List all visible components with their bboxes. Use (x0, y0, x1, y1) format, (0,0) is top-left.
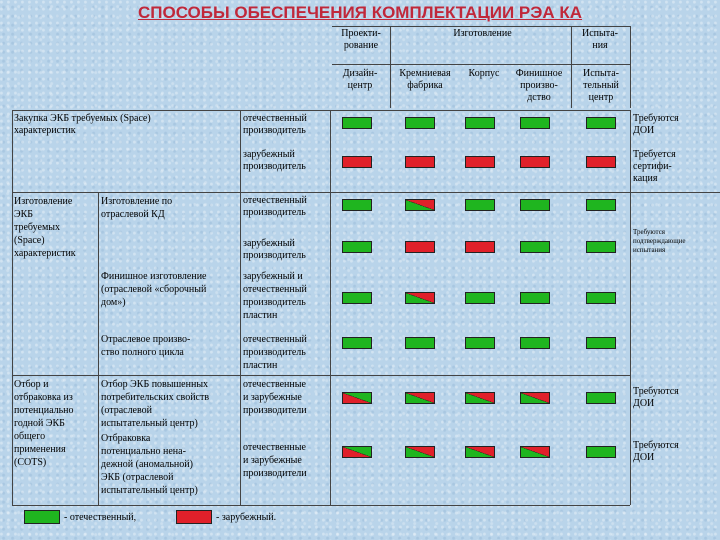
left-border (12, 110, 13, 505)
col-fab: Кремниевая фабрика (399, 68, 451, 91)
cell-culling-finishing (520, 446, 550, 458)
cell-purchase-foreign-design-center (342, 156, 372, 168)
method-culling: Отбраковка потенциально нена- дежной (аномальной) ЭКБ (отраслевой испытательный центр) (101, 433, 198, 496)
cell-kd-foreign-test-center (586, 241, 616, 253)
cell-purchase-foreign-package (465, 156, 495, 168)
requirements-divider (630, 110, 631, 505)
header-divider-2 (571, 26, 572, 108)
cell-kd-domestic-design-center (342, 199, 372, 211)
header-divider-3 (630, 26, 631, 108)
cell-full-cycle-fab (405, 337, 435, 349)
cell-culling-design-center (342, 446, 372, 458)
cell-kd-domestic-fab (405, 199, 435, 211)
cell-kd-foreign-design-center (342, 241, 372, 253)
cell-purchase-foreign-test-center (586, 156, 616, 168)
legend-foreign-swatch (176, 510, 212, 524)
method-industry-kd: Изготовление по отраслевой КД (101, 196, 173, 220)
block-purchase: Закупка ЭКБ требуемых (Space) характеристик (14, 113, 151, 136)
header-divider-1 (390, 26, 391, 108)
requirement-2: Требуется сертифи- кация (633, 149, 676, 184)
cell-purchase-foreign-fab (405, 156, 435, 168)
requirement-3: Требуются подтверждающие испытания (633, 228, 686, 254)
cell-kd-foreign-fab (405, 241, 435, 253)
cell-assembly-fab (405, 292, 435, 304)
producer-4: зарубежный производитель (243, 238, 306, 261)
producer-8: отечественные и зарубежные производители (243, 442, 307, 479)
cell-purchase-domestic-test-center (586, 117, 616, 129)
requirement-1: Требуются ДОИ (633, 113, 679, 136)
cell-full-cycle-finishing (520, 337, 550, 349)
cell-purchase-domestic-package (465, 117, 495, 129)
cell-enhanced-selection-design-center (342, 392, 372, 404)
cells-divider (330, 110, 331, 505)
stage-testing: Испыта- ния (582, 28, 618, 51)
cell-enhanced-selection-test-center (586, 392, 616, 404)
stage-manufacturing: Изготовление (453, 28, 512, 39)
cell-assembly-finishing (520, 292, 550, 304)
stage-design: Проекти- рование (341, 28, 381, 51)
producer-1: отечественный производитель (243, 113, 307, 136)
header-mid-line (332, 64, 630, 65)
legend-domestic-label: - отечественный, (64, 512, 137, 523)
cell-purchase-domestic-design-center (342, 117, 372, 129)
page-title: СПОСОБЫ ОБЕСПЕЧЕНИЯ КОМПЛЕКТАЦИИ РЭА КА (137, 3, 583, 22)
cell-kd-domestic-test-center (586, 199, 616, 211)
producer-6: отечественный производитель пластин (243, 334, 307, 371)
cell-assembly-test-center (586, 292, 616, 304)
row-line-4 (12, 505, 630, 506)
cell-enhanced-selection-package (465, 392, 495, 404)
method-assembly-house: Финишное изготовление (отраслевой «сборочный дом») (101, 271, 207, 308)
cell-kd-domestic-package (465, 199, 495, 211)
cell-kd-foreign-finishing (520, 241, 550, 253)
cell-kd-foreign-package (465, 241, 495, 253)
cell-culling-package (465, 446, 495, 458)
method-full-cycle: Отраслевое произво- ство полного цикла (101, 334, 191, 358)
row-line-1 (12, 110, 630, 111)
block-manufacture: Изготовление ЭКБ требуемых (Space) характеристик (14, 196, 76, 259)
header-top-line (332, 26, 630, 27)
cell-full-cycle-package (465, 337, 495, 349)
cell-purchase-domestic-fab (405, 117, 435, 129)
col-test-center: Испыта- тельный центр (583, 68, 619, 103)
cell-culling-test-center (586, 446, 616, 458)
producer-3: отечественный производитель (243, 195, 307, 218)
legend-foreign-label: - зарубежный. (216, 512, 277, 523)
cell-purchase-domestic-finishing (520, 117, 550, 129)
cell-full-cycle-test-center (586, 337, 616, 349)
row-line-3 (12, 375, 630, 376)
method-divider (98, 192, 99, 505)
requirement-4: Требуются ДОИ (633, 386, 679, 409)
col-finishing: Финишное произво- дство (515, 68, 563, 103)
method-enhanced-selection: Отбор ЭКБ повышенных потребительских свойств (отраслевой испытательный центр) (101, 379, 210, 429)
col-design-center: Дизайн- центр (342, 68, 378, 91)
cell-assembly-design-center (342, 292, 372, 304)
producer-7: отечественные и зарубежные производители (243, 379, 307, 416)
producer-divider (240, 110, 241, 505)
cell-culling-fab (405, 446, 435, 458)
legend-domestic-swatch (24, 510, 60, 524)
cell-purchase-foreign-finishing (520, 156, 550, 168)
block-selection: Отбор и отбраковка из потенциально годной ЭКБ общего применения (COTS) (14, 379, 74, 468)
cell-kd-domestic-finishing (520, 199, 550, 211)
requirement-5: Требуются ДОИ (633, 440, 679, 463)
row-line-2 (12, 192, 720, 193)
cell-assembly-package (465, 292, 495, 304)
cell-enhanced-selection-fab (405, 392, 435, 404)
cell-enhanced-selection-finishing (520, 392, 550, 404)
col-package: Корпус (468, 68, 500, 79)
producer-2: зарубежный производитель (243, 149, 306, 172)
cell-full-cycle-design-center (342, 337, 372, 349)
producer-5: зарубежный и отечественный производитель пластин (243, 271, 307, 321)
